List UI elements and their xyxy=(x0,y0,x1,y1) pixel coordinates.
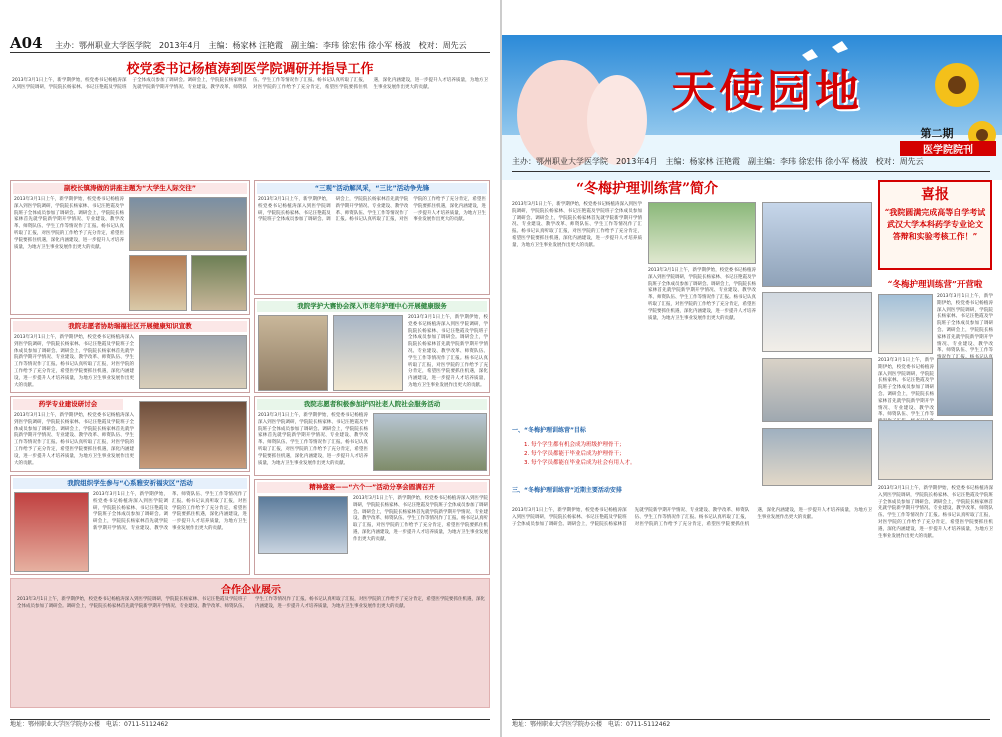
section-text: 2013年3月1日上午，新学期伊始，校党委书记杨植涛深入到医学院调研，学院院长杨家林、书记汪艳霞及学院班子全体成员参加了调研会。调研会上，学院院长杨家林首先就学院新学期开学情况、专业建设、教学改革、师资队伍、学生工作等情况作了汇报。杨书记认真听取了汇报，对医学院的工作给予了充分肯定，希望医学院要抓住机遇，深化内涵建设，进一步提升人才培养质量，为地方卫生事业发展作出更大的贡献。 xyxy=(353,496,488,542)
goal-item: 2. 每个学员都能于毕业后成为护理骨干； xyxy=(524,451,625,457)
section-text: 2013年3月1日上午，新学期伊始，校党委书记杨植涛深入到医学院调研，学院院长杨家林、书记汪艳霞及学院班子全体成员参加了调研会。调研会上，学院院长杨家林首先就学院新学期开学情况、专业建设、教学改革、师资队伍、学生工作等情况作了汇报。杨书记认真听取了汇报，对医学院的工作给予了充分肯定，希望医学院要抓住机遇，深化内涵建设，进一步提升人才培养质量，为地方卫生事业发展作出更大的贡献。 xyxy=(14,197,124,250)
photo xyxy=(878,294,933,354)
section-title: 我院志愿者协助瑞福社区开展健康知识宣教 xyxy=(13,321,247,332)
photo xyxy=(762,202,872,287)
section-text: 2013年3月1日上午，新学期伊始，校党委书记杨植涛深入到医学院调研，学院院长杨家林、书记汪艳霞及学院班子全体成员参加了调研会。调研会上，学院院长杨家林首先就学院新学期开学情况、专业建设、教学改革、师资队伍、学生工作等情况作了汇报。杨书记认真听取了汇报，对医学院的工作给予了充分肯定，希望医学院要抓住机遇，深化内涵建设，进一步提升人才培养质量，为地方卫生事业发展作出更大的贡献。 xyxy=(258,413,368,466)
opening-title: “冬梅护理训练营”开营啦 xyxy=(887,280,983,290)
section-title: “三观”活动解风采，“三比”活动争先锋 xyxy=(257,183,487,194)
section-title: 药学专业建设研讨会 xyxy=(13,399,123,410)
photo xyxy=(762,358,872,422)
intro-text-2: 2013年3月1日上午，新学期伊始，校党委书记杨植涛深入到医学院调研，学院院长杨家林、书记汪艳霞及学院班子全体成员参加了调研会。调研会上，学院院长杨家林首先就学院新学期开学情况、专业建设、教学改革、师资队伍、学生工作等情况作了汇报。杨书记认真听取了汇报，对医学院的工作给予了充分肯定，希望医学院要抓住机遇，深化内涵建设，进一步提升人才培养质量，为地方卫生事业发展作出更大的贡献。 xyxy=(648,268,756,321)
photo xyxy=(14,492,89,572)
left-footer: 地址：鄂州职业大学医学院办公楼 电话：0711-5112462 xyxy=(10,719,490,729)
box-nursing-home xyxy=(254,396,490,476)
lead-article-text: 2013年3月1日上午，新学期伊始，校党委书记杨植涛深入到医学院调研，学院院长杨家林、书记汪艳霞及学院班子全体成员参加了调研会。调研会上，学院院长杨家林首先就学院新学期开学情况、专业建设、教学改革、师资队伍、学生工作等情况作了汇报。杨书记认真听取了汇报，对医学院的工作给予了充分肯定，希望医学院要抓住机遇，深化内涵建设，进一步提升人才培养质量，为地方卫生事业发展作出更大的贡献。 xyxy=(12,78,488,90)
section-title: 副校长镇涛做的讲座主题为“大学生人际交往” xyxy=(13,183,247,194)
photo xyxy=(139,335,247,389)
photo xyxy=(139,401,247,469)
section-text: 2013年3月1日上午，新学期伊始，校党委书记杨植涛深入到医学院调研，学院院长杨家林、书记汪艳霞及学院班子全体成员参加了调研会。调研会上，学院院长杨家林首先就学院新学期开学情况、专业建设、教学改革、师资队伍、学生工作等情况作了汇报。杨书记认真听取了汇报，对医学院的工作给予了充分肯定，希望医学院要抓住机遇，深化内涵建设，进一步提升人才培养质量，为地方卫生事业发展作出更大的贡献。 xyxy=(408,315,488,388)
article-title: “冬梅护理训练营”简介 xyxy=(575,181,719,197)
section-title: 合作企业展示 xyxy=(221,585,281,596)
photo xyxy=(648,202,756,264)
right-masthead-info: 主办：鄂州职业大学医学院 2013年4月 主编：杨家林 汪艳霞 副主编：李玮 徐宏伟 徐小军 杨波 校对：周先云 xyxy=(512,157,924,166)
box-six-one xyxy=(254,479,490,575)
goal-item: 3. 每个学员都能在毕业后成为社会有用人才。 xyxy=(524,460,636,466)
intro-text-1: 2013年3月1日上午，新学期伊始，校党委书记杨植涛深入到医学院调研，学院院长杨家林、书记汪艳霞及学院班子全体成员参加了调研会。调研会上，学院院长杨家林首先就学院新学期开学情况、专业建设、教学改革、师资队伍、学生工作等情况作了汇报。杨书记认真听取了汇报，对医学院的工作给予了充分肯定，希望医学院要抓住机遇，深化内涵建设，进一步提升人才培养质量，为地方卫生事业发展作出更大的贡献。 xyxy=(512,202,642,248)
masthead-subtitle: 医学院院刊 xyxy=(900,141,996,156)
photo xyxy=(191,255,247,311)
photo xyxy=(937,358,993,416)
section-title: 精神盛宴——“六个一”活动分享会圆满召开 xyxy=(257,482,487,493)
announcement-title: 喜报 xyxy=(921,187,949,203)
photo xyxy=(333,315,403,391)
section-text: 2013年3月1日上午，新学期伊始，校党委书记杨植涛深入到医学院调研，学院院长杨家林、书记汪艳霞及学院班子全体成员参加了调研会。调研会上，学院院长杨家林首先就学院新学期开学情况、专业建设、教学改革、师资队伍、学生工作等情况作了汇报。杨书记认真听取了汇报，对医学院的工作给予了充分肯定，希望医学院要抓住机遇，深化内涵建设，进一步提升人才培养质量，为地方卫生事业发展作出更大的贡献。 xyxy=(258,197,486,223)
right-page xyxy=(500,0,1000,737)
box-lecture xyxy=(10,180,250,315)
masthead-title: 天使园地 xyxy=(671,66,863,117)
photo xyxy=(129,197,247,251)
box-sanguan xyxy=(254,180,490,295)
photo xyxy=(258,496,348,554)
issue-number: 第二期 xyxy=(920,127,954,140)
section-text: 2013年3月1日上午，新学期伊始，校党委书记杨植涛深入到医学院调研，学院院长杨家林、书记汪艳霞及学院班子全体成员参加了调研会。调研会上，学院院长杨家林首先就学院新学期开学情况、专业建设、教学改革、师资队伍、学生工作等情况作了汇报。杨书记认真听取了汇报，对医学院的工作给予了充分肯定，希望医学院要抓住机遇，深化内涵建设，进一步提升人才培养质量，为地方卫生事业发展作出更大的贡献。 xyxy=(14,413,134,466)
opening-text-3: 2013年3月1日上午，新学期伊始，校党委书记杨植涛深入到医学院调研，学院院长杨家林、书记汪艳霞及学院班子全体成员参加了调研会。调研会上，学院院长杨家林首先就学院新学期开学情况、专业建设、教学改革、师资队伍、学生工作等情况作了汇报。杨书记认真听取了汇报，对医学院的工作给予了充分肯定，希望医学院要抓住机遇，深化内涵建设，进一步提升人才培养质量，为地方卫生事业发展作出更大的贡献。 xyxy=(878,486,993,539)
section-title: 我院学护大赛协会深入市老年护理中心开展健康服务 xyxy=(257,301,487,312)
box-community xyxy=(10,318,250,393)
photo xyxy=(129,255,187,311)
announcement-box xyxy=(878,180,992,270)
photo xyxy=(373,413,487,471)
opening-text-2: 2013年3月1日上午，新学期伊始，校党委书记杨植涛深入到医学院调研，学院院长杨家林、书记汪艳霞及学院班子全体成员参加了调研会。调研会上，学院院长杨家林首先就学院新学期开学情况、专业建设、教学改革、师资队伍、学生工作等 xyxy=(878,358,934,418)
box-pharmacy xyxy=(10,396,250,472)
page-number: A04 xyxy=(10,34,43,52)
right-header xyxy=(512,152,990,172)
goal-title: 一、“冬梅护理训练营”目标 xyxy=(512,427,586,434)
section-text: 2013年3月1日上午，新学期伊始，校党委书记杨植涛深入到医学院调研，学院院长杨家林、书记汪艳霞及学院班子全体成员参加了调研会。调研会上，学院院长杨家林首先就学院新学期开学情况、专业建设、教学改革、师资队伍、学生工作等情况作了汇报。杨书记认真听取了汇报，对医学院的工作给予了充分肯定，希望医学院要抓住机遇，深化内涵建设，进一步提升人才培养质量，为地方卫生事业发展作出更大的贡献。 xyxy=(93,492,247,531)
left-headline: 校党委书记杨植涛到医学院调研并指导工作 xyxy=(126,62,374,77)
box-elderly-care xyxy=(254,298,490,393)
photo xyxy=(762,292,872,352)
opening-text-1: 2013年3月1日上午，新学期伊始，校党委书记杨植涛深入到医学院调研，学院院长杨家林、书记汪艳霞及学院班子全体成员参加了调研会。调研会上，学院院长杨家林首先就学院新学期开学情况、专业建设、教学改革、师资队伍、学生工作等 xyxy=(937,294,993,354)
announcement-text: “我院圆满完成高等自学考试武汉大学本科药学专业论文答辩和实验考核工作！” xyxy=(884,207,986,241)
goal-item: 1. 每个学生都有机会成为班级护理骨干； xyxy=(524,442,625,448)
photo xyxy=(878,420,993,480)
plan-title: 三、“冬梅护理训练营”近期主要活动安排 xyxy=(512,487,622,494)
left-page xyxy=(0,0,500,737)
photo xyxy=(762,428,872,486)
box-yaan xyxy=(10,475,250,575)
plan-text: 2013年3月1日上午，新学期伊始，校党委书记杨植涛深入到医学院调研，学院院长杨家林、书记汪艳霞及学院班子全体成员参加了调研会。调研会上，学院院长杨家林首先就学院新学期开学情况、专业建设、教学改革、师资队伍、学生工作等情况作了汇报。杨书记认真听取了汇报，对医学院的工作给予了充分肯定，希望医学院要抓住机遇，深化内涵建设，进一步提升人才培养质量，为地方卫生事业发展作出更大的贡献。 xyxy=(512,508,872,527)
section-title: 我院组织学生参与“心系雅安祈福灾区”活动 xyxy=(13,478,247,489)
photo xyxy=(258,315,328,391)
section-text: 2013年3月1日上午，新学期伊始，校党委书记杨植涛深入到医学院调研，学院院长杨家林、书记汪艳霞及学院班子全体成员参加了调研会。调研会上，学院院长杨家林首先就学院新学期开学情况、专业建设、教学改革、师资队伍、学生工作等情况作了汇报。杨书记认真听取了汇报，对医学院的工作给予了充分肯定，希望医学院要抓住机遇，深化内涵建设，进一步提升人才培养质量，为地方卫生事业发展作出更大的贡献。 xyxy=(17,597,485,609)
box-enterprise xyxy=(10,578,490,708)
left-header xyxy=(10,33,490,53)
right-footer: 地址：鄂州职业大学医学院办公楼 电话：0711-5112462 xyxy=(512,719,990,729)
section-title: 我院志愿者积极参加护四社老人院社会服务活动 xyxy=(257,399,487,410)
left-masthead-info: 主办：鄂州职业大学医学院 2013年4月 主编：杨家林 汪艳霞 副主编：李玮 徐宏伟 徐小军 杨波 校对：周先云 xyxy=(55,41,467,50)
section-text: 2013年3月1日上午，新学期伊始，校党委书记杨植涛深入到医学院调研，学院院长杨家林、书记汪艳霞及学院班子全体成员参加了调研会。调研会上，学院院长杨家林首先就学院新学期开学情况、专业建设、教学改革、师资队伍、学生工作等情况作了汇报。杨书记认真听取了汇报，对医学院的工作给予了充分肯定，希望医学院要抓住机遇，深化内涵建设，进一步提升人才培养质量，为地方卫生事业发展作出更大的贡献。 xyxy=(14,335,134,388)
